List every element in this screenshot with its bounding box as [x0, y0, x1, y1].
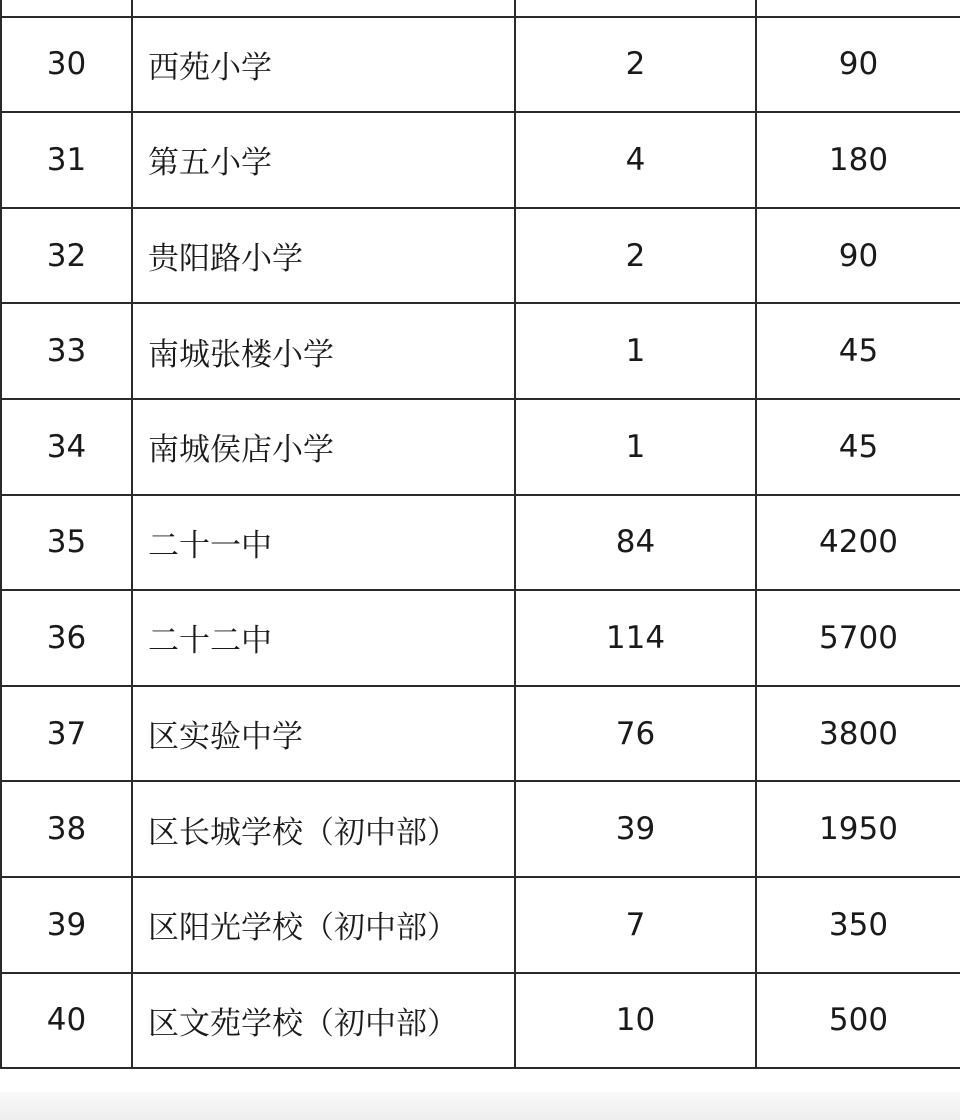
table-row: [1, 17, 960, 113]
row-number: 31: [1, 112, 132, 208]
student-count: 1950: [756, 781, 960, 877]
class-count: 114: [515, 590, 756, 686]
row-number: 37: [1, 686, 132, 782]
class-count: 1: [515, 303, 756, 399]
class-count: 2: [515, 17, 756, 113]
school-name: 二十二中: [132, 590, 515, 686]
student-count: 90: [756, 17, 960, 113]
row-number: 30: [1, 17, 132, 113]
cell-empty: [515, 0, 756, 17]
class-count: 4: [515, 112, 756, 208]
student-count: 4200: [756, 495, 960, 591]
cell-empty: [132, 0, 515, 17]
table-row: [1, 877, 960, 973]
student-count: 500: [756, 973, 960, 1069]
student-count: 90: [756, 208, 960, 304]
row-number: 38: [1, 781, 132, 877]
student-count: 180: [756, 112, 960, 208]
table-row: [1, 495, 960, 591]
school-name: 南城张楼小学: [132, 303, 515, 399]
student-count: 45: [756, 399, 960, 495]
class-count: 10: [515, 973, 756, 1069]
cell-empty: [1, 0, 132, 17]
class-count: 7: [515, 877, 756, 973]
table-row: [1, 112, 960, 208]
row-number: 39: [1, 877, 132, 973]
table-row: [1, 399, 960, 495]
student-count: 45: [756, 303, 960, 399]
school-name: 区文苑学校（初中部）: [132, 973, 515, 1069]
student-count: 5700: [756, 590, 960, 686]
class-count: 39: [515, 781, 756, 877]
row-number: 35: [1, 495, 132, 591]
table-row: [1, 973, 960, 1069]
row-number: 33: [1, 303, 132, 399]
row-number: 34: [1, 399, 132, 495]
class-count: 84: [515, 495, 756, 591]
class-count: 2: [515, 208, 756, 304]
table-row: [1, 686, 960, 782]
table-row: [1, 208, 960, 304]
school-name: 区长城学校（初中部）: [132, 781, 515, 877]
school-name: 第五小学: [132, 112, 515, 208]
table-row: [1, 781, 960, 877]
table-row: [1, 590, 960, 686]
school-name: 区阳光学校（初中部）: [132, 877, 515, 973]
school-name: 西苑小学: [132, 17, 515, 113]
row-number: 40: [1, 973, 132, 1069]
school-name: 区实验中学: [132, 686, 515, 782]
table-row-partial: [1, 0, 960, 17]
class-count: 76: [515, 686, 756, 782]
school-name: 南城侯店小学: [132, 399, 515, 495]
row-number: 32: [1, 208, 132, 304]
row-number: 36: [1, 590, 132, 686]
school-name: 二十一中: [132, 495, 515, 591]
student-count: 3800: [756, 686, 960, 782]
page-bottom-shade: [0, 1092, 960, 1120]
table-row: [1, 303, 960, 399]
school-name: 贵阳路小学: [132, 208, 515, 304]
student-count: 350: [756, 877, 960, 973]
class-count: 1: [515, 399, 756, 495]
cell-empty: [756, 0, 960, 17]
